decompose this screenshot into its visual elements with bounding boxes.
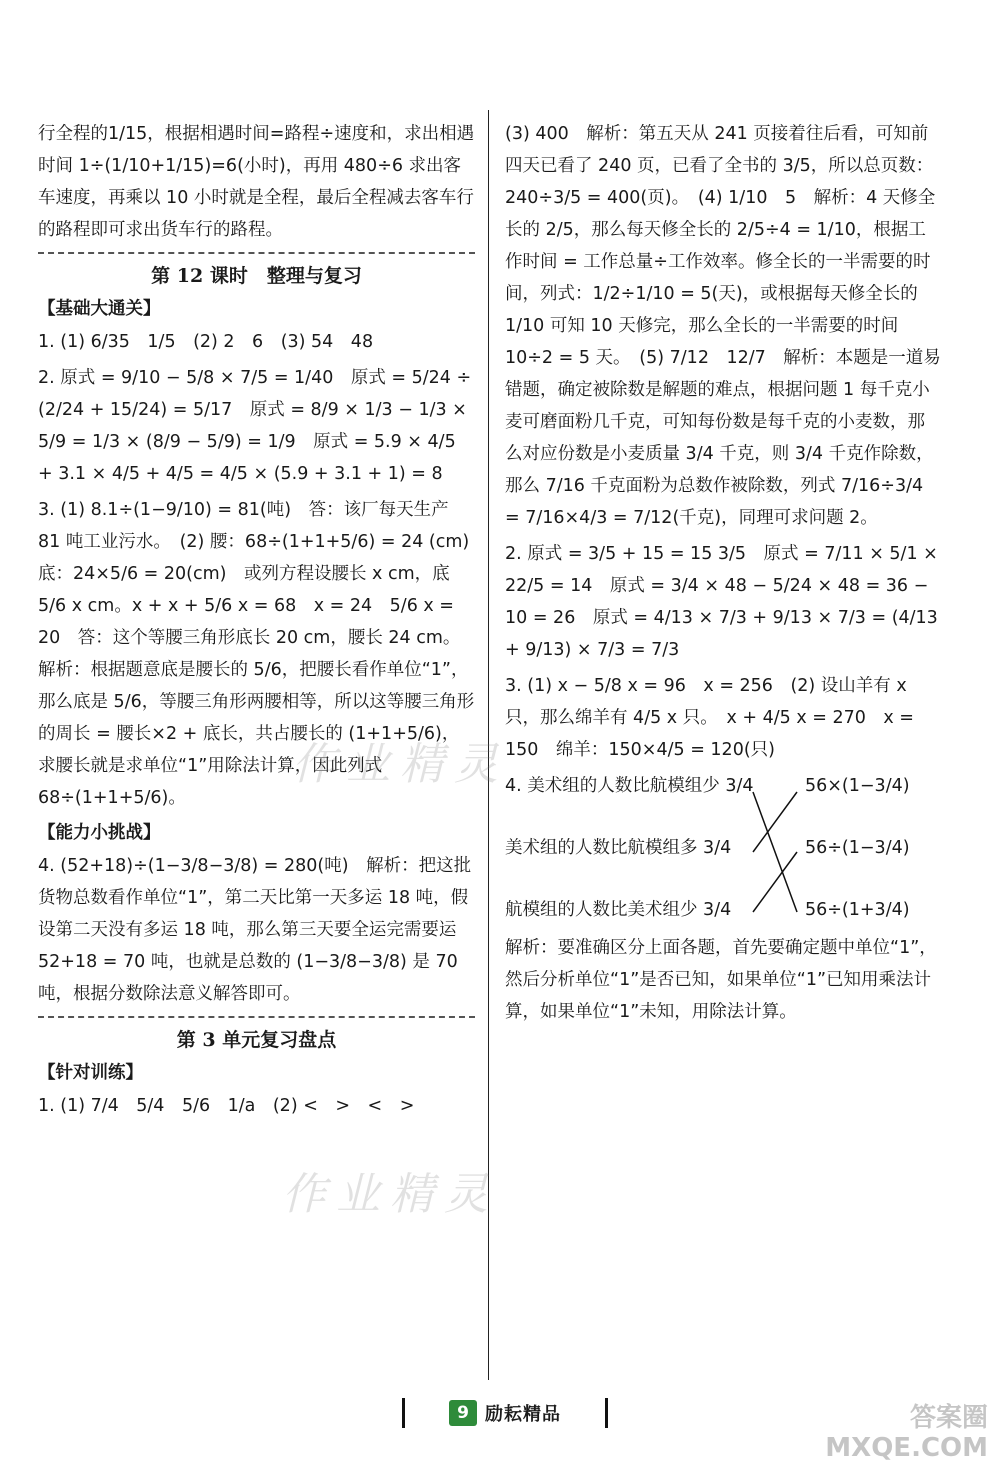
match-right-1: 56×(1−3/4) <box>805 776 910 796</box>
question-1: 1. (1) 6/35 1/5 (2) 2 6 (3) 54 48 <box>38 332 374 352</box>
match-right-3: 56÷(1+3/4) <box>805 900 910 920</box>
watermark-1: 作业精灵 <box>292 739 508 790</box>
lesson-heading: 第 12 课时 整理与复习 <box>38 252 475 290</box>
question-3: 3. (1) 8.1÷(1−9/10) = 81(吨) 答：该厂每天生产 81 吨工业污水。 (2) 腰：68÷(1+1+5/6) = 24 (cm) 底：24×5/6 = 20(cm) 或列方程设腰长 x cm，底 5/6 x cm。x + x + 5/6 x = 68 x = 24 5/6 x = 20 答：这个等腰三角形底长 20 cm，腰长 24 cm。 解析：根据题意底是腰长的 5/6，把腰长看作单位“1”，那么底是 5/6，等腰三角形两腰相等，所以这等腰三角形的周长 = 腰长×2 + 底长，共占腰长的 (1+1+5/6)，求腰长就是求单位“1”用除法计算，因此列式 68÷(1+1+5/6)。 <box>38 500 487 808</box>
matching-analysis: 解析：要准确区分上面各题，首先要确定题中单位“1”，然后分析单位“1”是否已知，如果单位“1”已知用乘法计算，如果单位“1”未知，用除法计算。 <box>505 938 937 1022</box>
targeted-question-1: 1. (1) 7/4 5/4 5/6 1/a (2) < > < > <box>38 1096 415 1116</box>
match-left-1: 4. 美术组的人数比航模组少 3/4 <box>505 776 754 796</box>
match-lines <box>505 772 942 932</box>
right-column <box>505 118 942 1032</box>
answers-3-5: (3) 400 解析：第五天从 241 页接着往后看，可知前四天已看了 240 页，已看了全书的 3/5，所以总页数：240÷3/5 = 400(页)。 (4) 1/10 5 解析：4 天修全长的 2/5，那么每天修全长的 2/5÷4 = 1/10，根据工作时间 = 工作总量÷工作效率。修全长的一半需要的时间，列式：1/2÷1/10 = 5(天)，或根据每天修全长的 1/10 可知 10 天修完，那么全长的一半需要的时间 10÷2 = 5 天。 (5) 7/12 12/7 解析：本题是一道易错题，确定被除数是解题的难点，根据问题 1 每千克小麦可磨面粉几千克，可知每份数是每千克的小麦数，那么对应份数是小麦质量 3/4 千克，则 3/4 千克作除数，那么 7/16 千克面粉为总数作被除数，列式 7/16÷3/4 = 7/16×4/3 = 7/12(千克)，同理可求问题 2。 <box>505 124 941 528</box>
watermark-2: 作业精灵 <box>282 1169 498 1220</box>
corner-watermark: 答案圈 MXQE.COM <box>825 1403 988 1463</box>
section-targeted: 【针对训练】 <box>38 1063 143 1083</box>
continued-analysis: 行全程的1/15，根据相遇时间=路程÷速度和，求出相遇时间 1÷(1/10+1/15)=6(小时)，再用 480÷6 求出客车速度，再乘以 10 小时就是全程，最后全程减去客车行的路程即可求出货车行的路程。 <box>38 124 475 240</box>
unit-heading: 第 3 单元复习盘点 <box>38 1016 475 1054</box>
question-4: 4. (52+18)÷(1−3/8−3/8) = 280(吨) 解析：把这批货物总数看作单位“1”，第二天比第一天多运 18 吨，假设第二天没有多运 18 吨，那么第三天要全运完需要运 52+18 = 70 吨，也就是总数的 (1−3/8−3/8) 是 70 吨，根据分数除法意义解答即可。 <box>38 856 472 1004</box>
matching-exercise <box>505 772 942 932</box>
match-left-3: 航模组的人数比美术组少 3/4 <box>505 900 732 920</box>
left-column <box>38 118 487 1126</box>
match-left-2: 美术组的人数比航模组多 3/4 <box>505 838 732 858</box>
section-basic: 【基础大通关】 <box>38 299 161 319</box>
page-number: 9 <box>449 1400 477 1426</box>
section-ability: 【能力小挑战】 <box>38 823 161 843</box>
brand-name: 励耘精品 <box>485 1404 561 1425</box>
question-2: 2. 原式 = 9/10 − 5/8 × 7/5 = 1/40 原式 = 5/24 ÷ (2/24 + 15/24) = 5/17 原式 = 8/9 × 1/3 − 1/3 × 5/9 = 1/3 × (8/9 − 5/9) = 1/9 原式 = 5.9 × 4/5 + 3.1 × 4/5 + 4/5 = 4/5 × (5.9 + 3.1 + 1) = 8 <box>38 368 472 484</box>
match-right-2: 56÷(1−3/4) <box>805 838 910 858</box>
match-line-3 <box>753 852 797 912</box>
match-line-1 <box>753 792 797 912</box>
right-question-3: 3. (1) x − 5/8 x = 96 x = 256 (2) 设山羊有 x 只，那么绵羊有 4/5 x 只。 x + 4/5 x = 270 x = 150 绵羊：150×4/5 = 120(只) <box>505 676 914 760</box>
match-line-2 <box>753 792 797 852</box>
right-question-2: 2. 原式 = 3/5 + 15 = 15 3/5 原式 = 7/11 × 5/1 × 22/5 = 14 原式 = 3/4 × 48 − 5/24 × 48 = 36 − 10 = 26 原式 = 4/13 × 7/3 + 9/13 × 7/3 = (4/13 + 9/13) × 7/3 = 7/3 <box>505 544 938 660</box>
page-footer <box>402 1398 608 1428</box>
